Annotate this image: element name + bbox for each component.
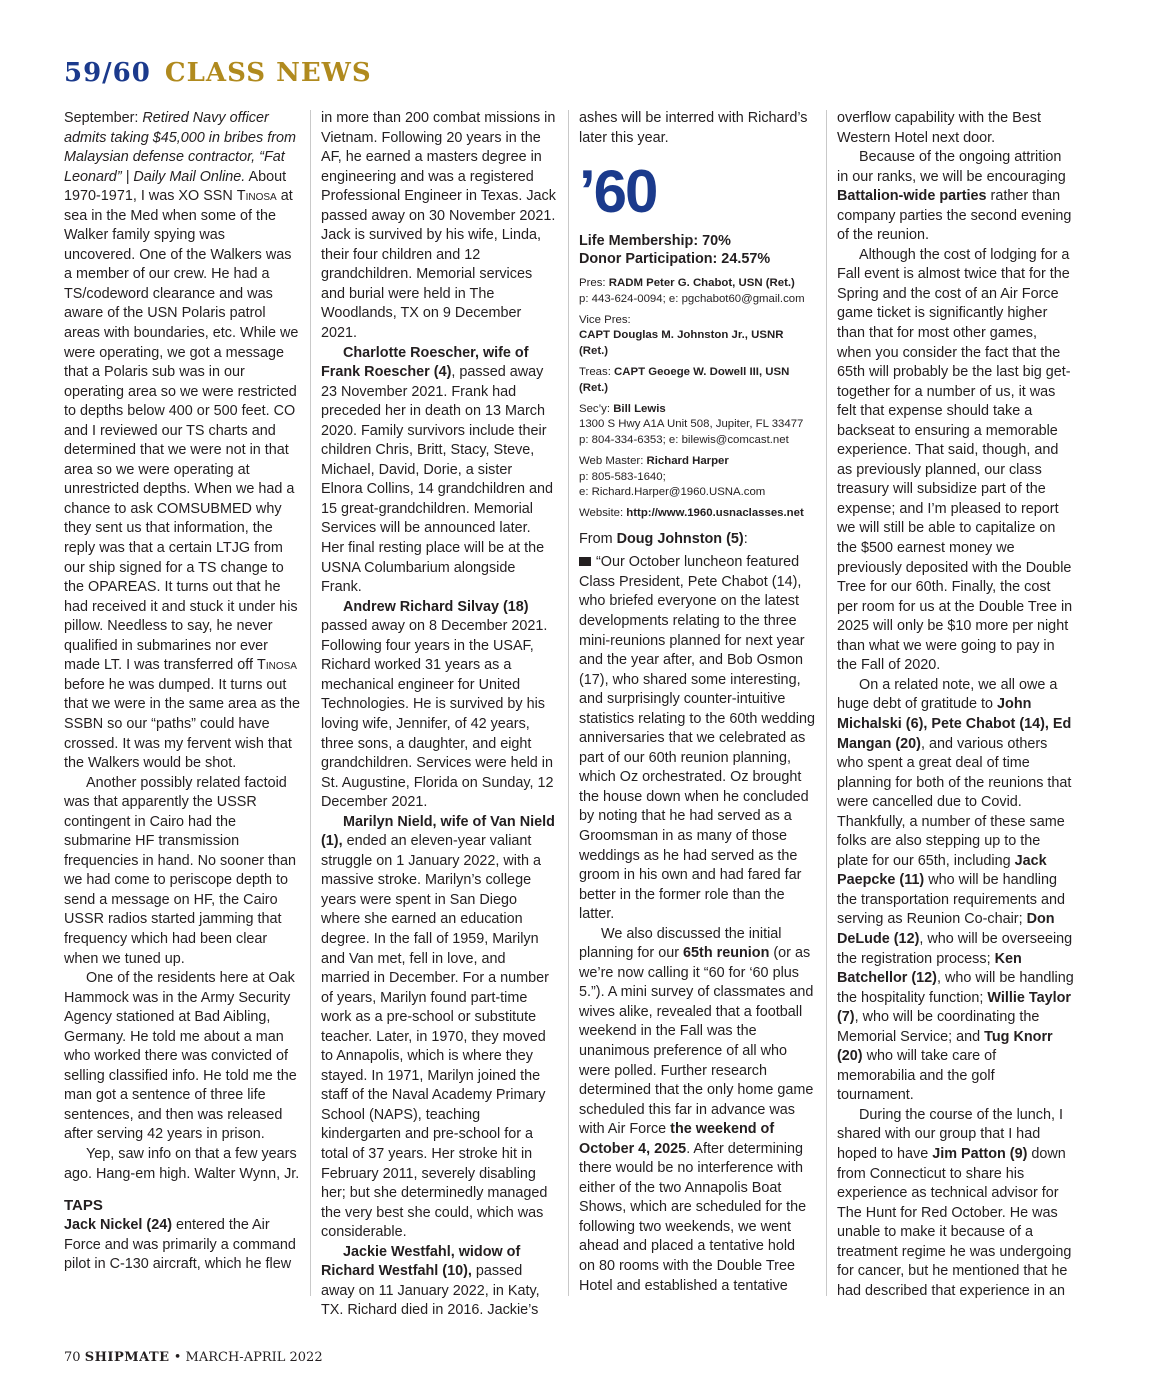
paragraph: Although the cost of lodging for a Fall event is almost twice that for the Spring and the cost of an Air Force game ticket is significantly higher than that for most other games, when you consider the fact that the 65th will probably be the last big get-together for a number of us, it was felt that expense should take a backseat to ensuring a memorable experience. That said, though, and as previously planned, our class treasury will subsidize part of the expense; and I’m pleased to report we will still be able to capitalize on the $500 earnest money we previously deposited with the Double Tree for our 60th. Finally, the cost per room for us at the Double Tree in 2025 will only be $10 more per night than what we were going to pay in the Fall of 2020. — [837, 246, 1073, 674]
column-4 — [837, 109, 1075, 1301]
paragraph: Jack Nickel (24) entered the Air Force and was primarily a command pilot in C-130 aircraft, which he flew — [64, 1217, 296, 1273]
class-number: 59/60 — [64, 58, 151, 88]
classmate-name: Jackie Westfahl, widow of Richard Westfahl (10), — [321, 1243, 521, 1280]
column-divider — [310, 110, 311, 1296]
webmaster-email: e: Richard.Harper@1960.USNA.com — [579, 485, 766, 498]
webmaster-phone: p: 805-583-1640; — [579, 470, 666, 483]
classmate-name: Andrew Richard Silvay (18) — [343, 598, 529, 615]
classmate-name: Charlotte Roescher, wife of Frank Roescher (4) — [321, 344, 529, 381]
column-divider — [568, 110, 569, 1296]
envelope-icon — [579, 557, 591, 566]
paragraph: Marilyn Nield, wife of Van Nield (1), ended an eleven-year valiant struggle on 1 January 2022, with a massive stroke. Marilyn’s college years were spent in San Diego where she earned an education degree. In the fall of 1959, Marilyn and Van met, fell in love, and married in December. For a number of years, Marilyn found part-time work as a pre-school or substitute teacher. Later, in 1970, they moved to Annapolis, which is where they stayed. In 1971, Marilyn joined the staff of the Naval Academy Primary School (NAPS), teaching kindergarten and pre-school for a total of 37 years. Her stroke hit in February 2011, severely disabling her; but she determinedly managed the very best she could, which was considerable. — [321, 813, 555, 1241]
paragraph: We also discussed the initial planning for our 65th reunion (or as we’re now calling it “60 for ‘60 plus 5.”). A mini survey of classmates and wives alike, revealed that a football weekend in the Fall was the unanimous preference of all who were polled. Further research determined that the only home game scheduled this far in advance was with Air Force the weekend of October 4, 2025. After determining there would be no interference with either of the two Annapolis Boat Shows, which are scheduled for the following two weekends, we went ahead and placed a tentative hold on 80 rooms with the Double Tree Hotel and established a tentative — [579, 925, 814, 1294]
paragraph: ashes will be interred with Richard’s later this year. — [579, 110, 808, 146]
column-3 — [579, 109, 815, 1296]
column-divider — [826, 110, 827, 1296]
section-title: CLASS NEWS — [164, 58, 372, 88]
vice-president-name: CAPT Douglas M. Johnston Jr., USNR (Ret.) — [579, 329, 784, 357]
taps-heading: TAPS — [64, 1197, 103, 1215]
officer-president: Pres: RADM Peter G. Chabot, USN (Ret.) — [579, 277, 795, 290]
paragraph: Because of the ongoing attrition in our ranks, we will be encouraging Battalion-wide parties rather than company parties the second evening of the reunion. — [837, 149, 1072, 244]
secretary-contact: p: 804-334-6353; e: bilewis@comcast.net — [579, 433, 789, 446]
officer-treasurer: Treas: CAPT Geoege W. Dowell III, USN (Ret.) — [579, 366, 790, 394]
class-year: ’60 — [579, 158, 657, 226]
correspondent-line: From Doug Johnston (5): — [579, 530, 748, 547]
page-number: 70 — [64, 1350, 81, 1365]
issue-date: MARCH-APRIL 2022 — [185, 1350, 323, 1365]
correspondent-name: Doug Johnston (5) — [616, 530, 744, 547]
paragraph: overflow capability with the Best Western Hotel next door. — [837, 110, 1041, 146]
ship-name: Tinosa — [236, 188, 277, 205]
classmate-name: Marilyn Nield, wife of Van Nield (1), — [321, 813, 555, 850]
paragraph: September: Retired Navy officer admits taking $45,000 in bribes from Malaysian defense contractor, “Fat Leonard” | Daily Mail Online. About 1970-1971, I was XO SSN Tinosa at sea in the Med when some of the Walker family spying was uncovered. One of the Walkers was a member of our crew. He had a TS/codeword clearance and was aware of the USN Polaris patrol areas with boundaries, etc. While we were operating, we got a message that a Polaris sub was in our operating area so we were restricted to depths below 400 or 500 feet. CO and I reviewed our TS charts and determined that we were not in that area so we were operating at unrestricted depths. When we had a chance to ask COMSUBMED why they sent us that information, the reply was that a certain LTJG from our ship signed for a TS change to the OPAREAS. It turns out that he had received it and stuck it under his pillow. Needless to say, he never qualified in submarines nor ever made LT. I was transferred off Tinosa before he was dumped. It turns out that we were in the same area as the SSBN so our “paths” could have crossed. It was my fervent wish that the Walkers would be shot. — [64, 110, 300, 772]
classmate-name: Jack Nickel (24) — [64, 1217, 173, 1234]
officer-secretary: Sec’y: Bill Lewis — [579, 402, 666, 415]
paragraph: Andrew Richard Silvay (18) passed away on 8 December 2021. Following four years in the USAF, Richard worked 31 years as a mechanical engineer for United Technologies. He is survived by his loving wife, Jennifer, of 42 years, three sons, a daughter, and eight grandchildren. Services were held in St. Augustine, Florida on Sunday, 12 December 2021. — [321, 598, 554, 811]
paragraph: Jackie Westfahl, widow of Richard Westfahl (10), passed away on 11 January 2022, in Katy, TX. Richard died in 2016. Jackie’s — [321, 1243, 540, 1319]
paragraph: Yep, saw info on that a few years ago. Hang-em high. Walter Wynn, Jr. — [64, 1145, 300, 1182]
officer-webmaster: Web Master: Richard Harper — [579, 455, 729, 468]
paragraph: Charlotte Roescher, wife of Frank Roescher (4), passed away 23 November 2021. Frank had preceded her in death on 13 March 2020. Family survivors include their children Chris, Britt, Stacy, Steve, Michael, David, Dorie, a sister Elnora Collins, 14 grandchildren and 15 great-grandchildren. Memorial Services will be announced later. Her final resting place will be at the USNA Columbarium alongside Frank. — [321, 344, 553, 596]
paragraph: During the course of the lunch, I shared with our group that I had hoped to have Jim Patton (9) down from Connecticut to share his experience as technical advisor for The Hunt for Red October. He was unable to make it because of a treatment regime he was undergoing for cancer, but he mentioned that he had described that experience in an — [837, 1106, 1072, 1299]
ship-name: Tinosa — [257, 657, 297, 674]
magazine-name: SHIPMATE — [84, 1350, 170, 1365]
paragraph: “Our October luncheon featured Class President, Pete Chabot (14), who briefed everyone on the latest developments relating to the three mini-reunions planned for next year and the year after, and Bob Osmon (17), who shared some interesting, and surprisingly counter-intuitive statistics relating to the 60th wedding anniversaries that we celebrated as part of our 60th reunion planning, which Oz orchestrated. Oz brought the house down when he concluded by noting that he had served as a Groomsman in as many of those weddings as he had served as the groom in his own and had fared far better in the former role than the latter. — [579, 554, 815, 923]
donor-participation: Donor Participation: 24.57% — [579, 251, 771, 268]
paragraph: Another possibly related factoid was that apparently the USSR contingent in Cairo had the submarine HF transmission frequencies in hand. No sooner than we had come to periscope depth to send a message on HF, the Cairo USSR radios started jamming that frequency which had been clear when we tuned up. — [64, 774, 297, 967]
website-link[interactable]: http://www.1960.usnaclasses.net — [626, 507, 804, 520]
paragraph: One of the residents here at Oak Hammock was in the Army Security Agency stationed at Bad Aibling, Germany. He told me about a man who worked there was convicted of selling classified info. He told me the man got a sentence of three life sentences, and then was released after serving 42 years in prison. — [64, 970, 297, 1143]
column-2 — [321, 109, 557, 1321]
life-membership: Life Membership: 70% — [579, 233, 731, 250]
secretary-address: 1300 S Hwy A1A Unit 508, Jupiter, FL 33477 — [579, 418, 804, 431]
paragraph: On a related note, we all owe a huge debt of gratitude to John Michalski (6), Pete Chabot (14), Ed Mangan (20), and various others who spent a great deal of time planning for both of the reunions that were cancelled due to Covid. Thankfully, a number of these same folks are also stepping up to the plate for our 65th, including Jack Paepcke (11) who will be handling the transportation requirements and serving as Reunion Co-chair; Don DeLude (12), who will be overseeing the registration process; Ken Batchellor (12), who will be handling the hospitality function; Willie Taylor (7), who will be coordinating the Memorial Service; and Tug Knorr (20) who will take care of memorabilia and the golf tournament. — [837, 676, 1074, 1104]
class-website: Website: http://www.1960.usnaclasses.net — [579, 507, 804, 520]
section-header — [64, 58, 372, 88]
president-contact: p: 443-624-0094; e: pgchabot60@gmail.com — [579, 292, 805, 305]
officer-vice-president: Vice Pres: — [579, 313, 631, 326]
paragraph: in more than 200 combat missions in Vietnam. Following 20 years in the AF, he earned a masters degree in engineering and was a registered Professional Engineer in Texas. Jack passed away on 30 November 2021. Jack is survived by his wife, Linda, their four children and 12 grandchildren. Memorial services and burial were held in The Woodlands, TX on 9 December 2021. — [321, 110, 556, 342]
officer-list — [579, 276, 815, 522]
column-1 — [64, 109, 300, 1275]
page-footer: 70 SHIPMATE • MARCH-APRIL 2022 — [64, 1350, 323, 1365]
article-citation: Retired Navy officer admits taking $45,000 in bribes from Malaysian defense contractor, “Fat Leonard” | Daily Mail Online. — [64, 110, 296, 185]
